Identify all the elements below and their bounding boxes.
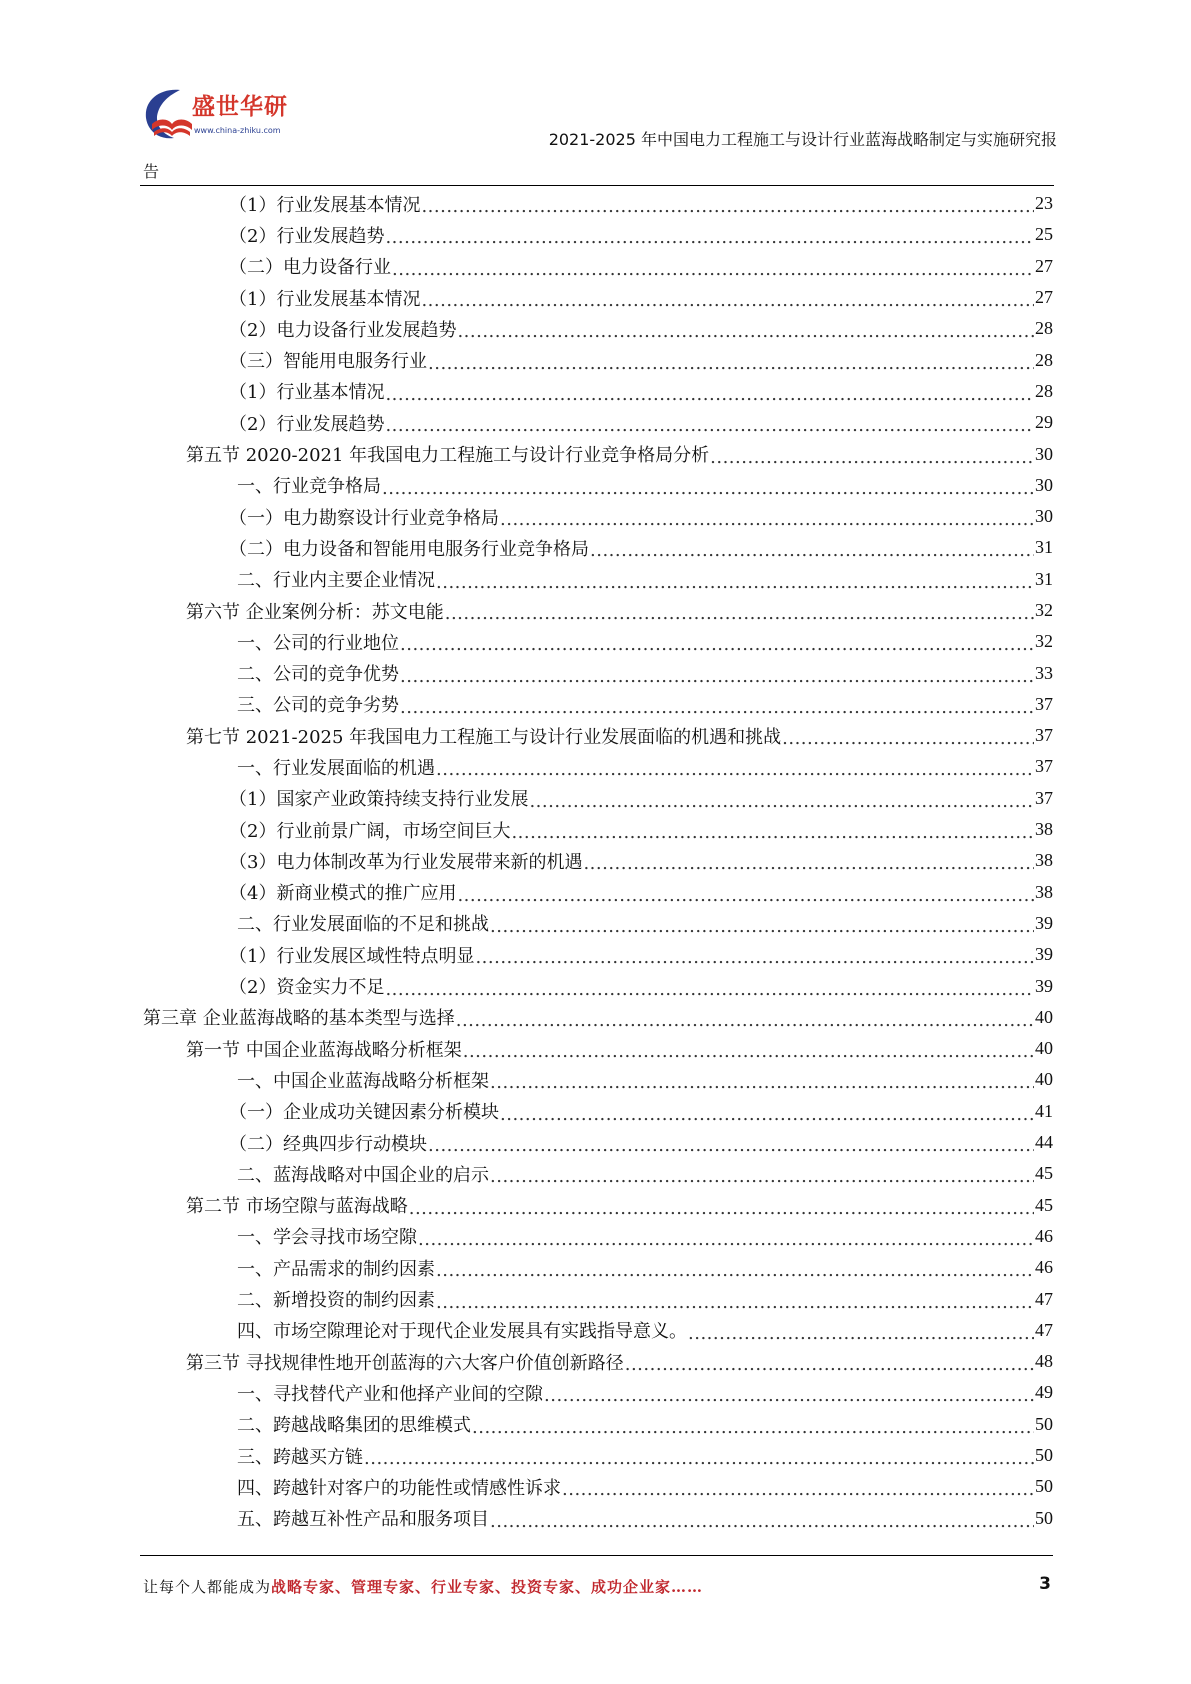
toc-entry[interactable] <box>140 1158 1053 1189</box>
toc-leader-dots <box>457 885 1034 906</box>
toc-entry-page: 23 <box>1035 193 1053 214</box>
toc-entry[interactable] <box>140 689 1053 720</box>
toc-leader-dots <box>590 540 1034 561</box>
toc-leader-dots <box>688 1323 1034 1344</box>
toc-entry-page: 37 <box>1035 787 1053 808</box>
toc-leader-dots <box>385 415 1034 436</box>
toc-leader-dots <box>472 1417 1034 1438</box>
toc-leader-dots <box>562 1479 1034 1500</box>
toc-entry-page: 30 <box>1035 474 1053 495</box>
toc-entry[interactable] <box>140 1096 1053 1127</box>
toc-leader-dots <box>625 1354 1034 1375</box>
toc-entry-page: 44 <box>1035 1132 1053 1153</box>
page-number: 3 <box>1039 1574 1051 1594</box>
toc-entry-label: （一）企业成功关键因素分析模块 <box>229 1102 499 1124</box>
toc-entry-label: 一、学会寻找市场空隙 <box>237 1227 417 1249</box>
toc-entry-page: 31 <box>1035 568 1053 589</box>
toc-entry-label: 二、公司的竞争优势 <box>237 664 399 686</box>
report-title: 2021-2025 年中国电力工程施工与设计行业蓝海战略制定与实施研究报 <box>548 130 1057 149</box>
toc-entry-page: 30 <box>1035 506 1053 527</box>
toc-leader-dots <box>428 353 1034 374</box>
toc-entry[interactable] <box>140 1346 1053 1377</box>
toc-leader-dots <box>456 1010 1034 1031</box>
toc-entry-label: 二、蓝海战略对中国企业的启示 <box>237 1164 489 1186</box>
toc-entry-label: 五、跨越互补性产品和服务项目 <box>237 1509 489 1531</box>
toc-entry[interactable] <box>140 939 1053 970</box>
toc-entry-page: 32 <box>1035 631 1053 652</box>
toc-leader-dots <box>382 478 1034 499</box>
toc-leader-dots <box>500 509 1034 530</box>
toc-entry[interactable] <box>140 751 1053 782</box>
toc-entry-label: （一）电力勘察设计行业竞争格局 <box>229 507 499 529</box>
toc-entry-label: 第二节 市场空隙与蓝海战略 <box>186 1196 408 1218</box>
toc-entry-label: （1）国家产业政策持续支持行业发展 <box>229 789 529 811</box>
toc-leader-dots <box>490 1511 1034 1532</box>
toc-entry-page: 31 <box>1035 537 1053 558</box>
footer-slogan-highlight: 战略专家、管理专家、行业专家、投资专家、成功企业家…… <box>271 1578 704 1596</box>
toc-leader-dots <box>544 1385 1034 1406</box>
toc-entry-page: 32 <box>1035 600 1053 620</box>
toc-entry-page: 39 <box>1035 912 1053 933</box>
toc-entry-page: 40 <box>1035 1006 1053 1027</box>
toc-entry-label: （4）新商业模式的推广应用 <box>229 883 457 905</box>
toc-entry[interactable] <box>140 1409 1053 1440</box>
toc-entry[interactable] <box>140 845 1053 876</box>
toc-entry-label: 三、公司的竞争劣势 <box>237 695 399 717</box>
toc-leader-dots <box>385 384 1034 405</box>
toc-entry-page: 37 <box>1035 693 1053 714</box>
company-logo <box>140 84 310 146</box>
toc-entry-page: 27 <box>1035 255 1053 276</box>
toc-entry-label: （1）行业发展区域性特点明显 <box>229 945 475 967</box>
toc-entry[interactable] <box>140 344 1053 375</box>
toc-entry-page: 40 <box>1035 1069 1053 1090</box>
toc-entry[interactable] <box>140 532 1053 563</box>
toc-entry-page: 37 <box>1035 725 1053 746</box>
toc-entry-page: 47 <box>1035 1288 1053 1309</box>
toc-entry-label: 一、寻找替代产业和他择产业间的空隙 <box>237 1383 543 1405</box>
toc-leader-dots <box>436 1260 1034 1281</box>
toc-leader-dots <box>400 666 1034 687</box>
toc-leader-dots <box>710 447 1034 468</box>
toc-entry[interactable] <box>140 282 1053 313</box>
logo-mark-icon <box>140 84 196 146</box>
toc-leader-dots <box>421 290 1034 311</box>
toc-entry[interactable] <box>140 219 1053 250</box>
toc-entry[interactable] <box>140 438 1053 469</box>
toc-entry[interactable] <box>140 1252 1053 1283</box>
toc-entry-page: 46 <box>1035 1257 1053 1278</box>
toc-entry[interactable] <box>140 783 1053 814</box>
toc-leader-dots <box>409 1198 1034 1219</box>
toc-leader-dots <box>400 634 1034 655</box>
toc-entry-page: 40 <box>1035 1038 1053 1059</box>
toc-leader-dots <box>385 979 1034 1000</box>
toc-entry[interactable] <box>140 470 1053 501</box>
table-of-contents <box>140 188 1053 1534</box>
toc-leader-dots <box>418 1229 1034 1250</box>
report-title-continuation: 告 <box>143 162 160 181</box>
toc-entry-label: 一、公司的行业地位 <box>237 632 399 654</box>
logo-url: www.china-zhiku.com <box>194 126 281 135</box>
toc-entry[interactable] <box>140 1502 1053 1533</box>
toc-entry[interactable] <box>140 626 1053 657</box>
toc-leader-dots <box>583 853 1034 874</box>
toc-entry-label: 第七节 2021-2025 年我国电力工程施工与设计行业发展面临的机遇和挑战 <box>186 726 782 748</box>
toc-leader-dots <box>436 572 1034 593</box>
toc-entry-label: 第一节 中国企业蓝海战略分析框架 <box>186 1039 462 1061</box>
toc-entry-label: 第三节 寻找规律性地开创蓝海的六大客户价值创新路径 <box>186 1352 624 1374</box>
toc-leader-dots <box>463 1041 1034 1062</box>
toc-leader-dots <box>421 196 1034 217</box>
toc-leader-dots <box>428 1135 1034 1156</box>
toc-entry-label: （2）行业前景广阔，市场空间巨大 <box>229 820 511 842</box>
toc-entry-page: 28 <box>1035 349 1053 370</box>
toc-entry[interactable] <box>140 970 1053 1001</box>
toc-entry-page: 50 <box>1035 1507 1053 1528</box>
toc-entry[interactable] <box>140 407 1053 438</box>
toc-entry[interactable] <box>140 1064 1053 1095</box>
toc-entry-page: 50 <box>1035 1413 1053 1434</box>
toc-entry-page: 45 <box>1035 1194 1053 1215</box>
toc-entry-label: 二、跨越战略集团的思维模式 <box>237 1415 471 1437</box>
toc-entry-page: 25 <box>1035 224 1053 245</box>
toc-entry[interactable] <box>140 188 1053 219</box>
toc-entry-page: 39 <box>1035 975 1053 996</box>
toc-entry-page: 29 <box>1035 412 1053 433</box>
toc-entry-label: （3）电力体制改革为行业发展带来新的机遇 <box>229 851 583 873</box>
toc-leader-dots <box>490 916 1034 937</box>
toc-entry[interactable] <box>140 720 1053 751</box>
toc-leader-dots <box>445 603 1034 624</box>
toc-leader-dots <box>490 1166 1034 1187</box>
footer-slogan <box>143 1576 703 1597</box>
toc-entry[interactable] <box>140 1033 1053 1064</box>
toc-entry-label: 二、新增投资的制约因素 <box>237 1290 435 1312</box>
toc-entry[interactable] <box>140 1283 1053 1314</box>
toc-entry-page: 39 <box>1035 944 1053 965</box>
toc-entry-page: 38 <box>1035 850 1053 871</box>
toc-entry[interactable] <box>140 501 1053 532</box>
footer-slogan-prefix: 让每个人都能成为 <box>143 1578 272 1596</box>
toc-entry-page: 28 <box>1035 318 1053 339</box>
toc-leader-dots <box>782 728 1034 749</box>
toc-leader-dots <box>529 791 1034 812</box>
toc-entry-page: 46 <box>1035 1225 1053 1246</box>
toc-entry-label: （1）行业发展基本情况 <box>229 288 421 310</box>
toc-entry-label: （1）行业发展基本情况 <box>229 194 421 216</box>
toc-entry[interactable] <box>140 376 1053 407</box>
toc-entry-label: 一、行业竞争格局 <box>237 476 381 498</box>
toc-leader-dots <box>392 259 1034 280</box>
toc-entry[interactable] <box>140 1440 1053 1471</box>
toc-entry[interactable] <box>140 657 1053 688</box>
toc-entry-page: 47 <box>1035 1319 1053 1340</box>
toc-entry-label: （二）电力设备和智能用电服务行业竞争格局 <box>229 538 589 560</box>
header-divider <box>140 185 1054 186</box>
toc-entry-label: 二、行业内主要企业情况 <box>237 570 435 592</box>
toc-entry[interactable] <box>140 564 1053 595</box>
toc-leader-dots <box>511 822 1034 843</box>
logo-text: 盛世华研 <box>192 94 288 120</box>
toc-entry-page: 37 <box>1035 756 1053 777</box>
toc-entry[interactable] <box>140 908 1053 939</box>
toc-entry-label: 一、中国企业蓝海战略分析框架 <box>237 1070 489 1092</box>
toc-entry-page: 50 <box>1035 1476 1053 1497</box>
toc-entry-label: 三、跨越买方链 <box>237 1446 363 1468</box>
toc-entry[interactable] <box>140 1377 1053 1408</box>
toc-entry-label: 四、跨越针对客户的功能性或情感性诉求 <box>237 1477 561 1499</box>
toc-entry-page: 28 <box>1035 380 1053 401</box>
toc-entry[interactable] <box>140 1221 1053 1252</box>
toc-entry[interactable] <box>140 1002 1053 1033</box>
toc-entry[interactable] <box>140 1471 1053 1502</box>
toc-entry-page: 48 <box>1035 1351 1053 1372</box>
toc-entry-label: 第五节 2020-2021 年我国电力工程施工与设计行业竞争格局分析 <box>186 445 710 467</box>
toc-entry-page: 27 <box>1035 287 1053 308</box>
toc-entry-label: 一、产品需求的制约因素 <box>237 1258 435 1280</box>
toc-entry[interactable] <box>140 814 1053 845</box>
toc-entry-label: 第六节 企业案例分析：苏文电能 <box>186 601 444 623</box>
toc-entry[interactable] <box>140 251 1053 282</box>
toc-entry-page: 49 <box>1035 1382 1053 1403</box>
toc-leader-dots <box>475 947 1034 968</box>
footer-divider <box>140 1555 1053 1556</box>
toc-entry-label: 四、市场空隙理论对于现代企业发展具有实践指导意义。 <box>237 1321 687 1343</box>
toc-entry-page: 33 <box>1035 662 1053 683</box>
toc-entry[interactable] <box>140 877 1053 908</box>
toc-entry-page: 50 <box>1035 1445 1053 1466</box>
toc-leader-dots <box>457 321 1034 342</box>
toc-entry[interactable] <box>140 1315 1053 1346</box>
toc-leader-dots <box>436 759 1034 780</box>
toc-entry-page: 30 <box>1035 443 1053 464</box>
toc-entry-page: 45 <box>1035 1163 1053 1184</box>
toc-entry-label: （2）电力设备行业发展趋势 <box>229 319 457 341</box>
toc-entry[interactable] <box>140 313 1053 344</box>
toc-entry-label: （2）资金实力不足 <box>229 977 385 999</box>
toc-leader-dots <box>385 227 1034 248</box>
toc-entry-label: 第三章 企业蓝海战略的基本类型与选择 <box>143 1008 455 1030</box>
toc-entry-page: 41 <box>1035 1100 1053 1121</box>
toc-entry[interactable] <box>140 1127 1053 1158</box>
toc-entry-page: 38 <box>1035 819 1053 840</box>
toc-entry-label: （二）经典四步行动模块 <box>229 1133 427 1155</box>
toc-entry-label: （2）行业发展趋势 <box>229 413 385 435</box>
toc-entry-label: （二）电力设备行业 <box>229 257 391 279</box>
toc-leader-dots <box>500 1104 1034 1125</box>
toc-entry-label: （2）行业发展趋势 <box>229 225 385 247</box>
toc-entry-page: 38 <box>1035 881 1053 902</box>
toc-leader-dots <box>400 697 1034 718</box>
toc-entry[interactable] <box>140 1190 1053 1221</box>
toc-entry-label: 一、行业发展面临的机遇 <box>237 757 435 779</box>
toc-leader-dots <box>436 1292 1034 1313</box>
toc-leader-dots <box>364 1448 1034 1469</box>
toc-leader-dots <box>490 1072 1034 1093</box>
toc-entry-label: （三）智能用电服务行业 <box>229 351 427 373</box>
toc-entry-label: 二、行业发展面临的不足和挑战 <box>237 914 489 936</box>
toc-entry-label: （1）行业基本情况 <box>229 382 385 404</box>
toc-entry[interactable] <box>140 595 1053 626</box>
